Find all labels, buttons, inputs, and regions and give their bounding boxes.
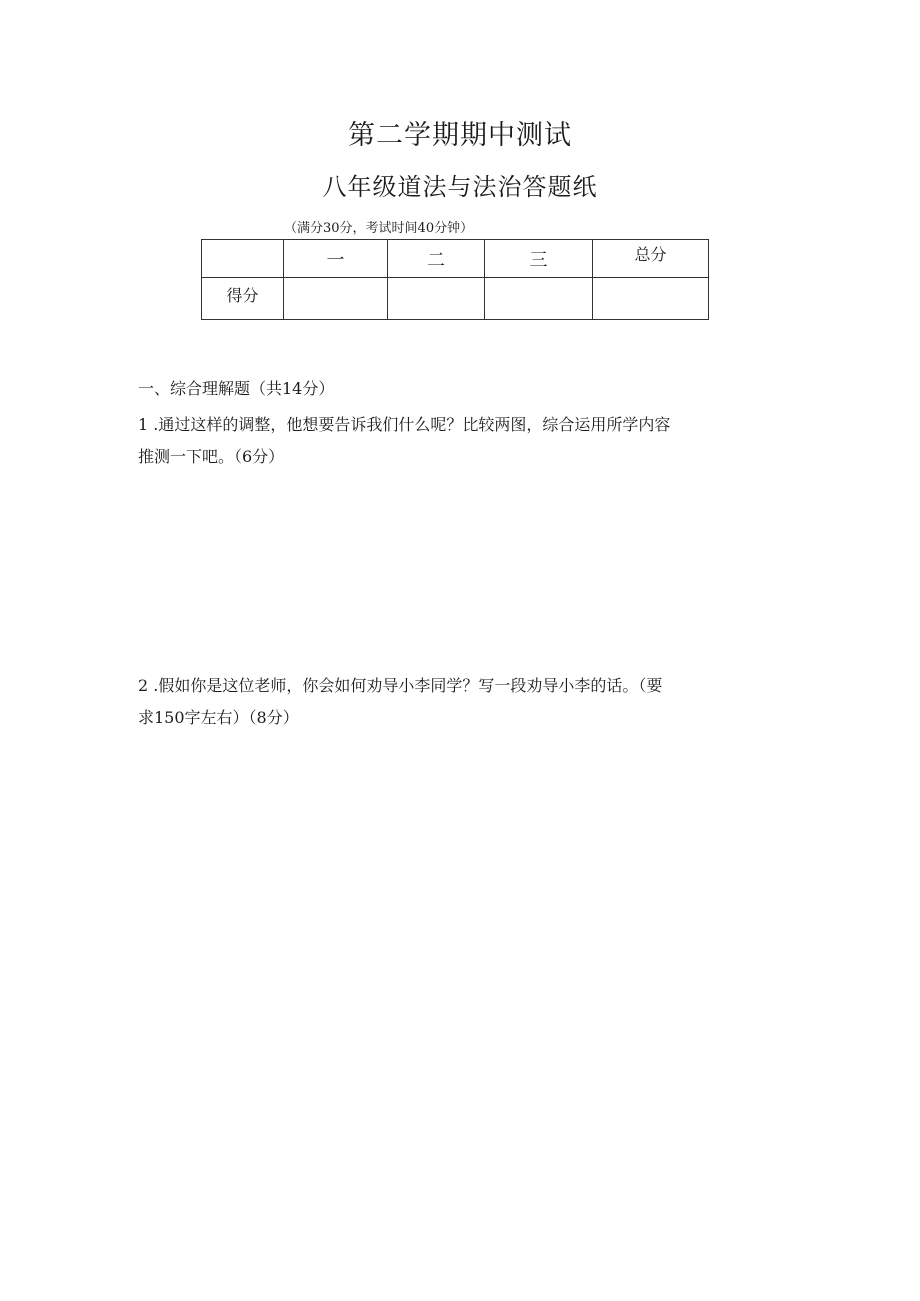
- question-1: [138, 409, 778, 473]
- header-label: 总分: [634, 245, 667, 264]
- question-line: 推测一下吧。（6分）: [138, 447, 285, 466]
- score-table-corner-cell: [202, 240, 284, 278]
- score-cell-total: [593, 278, 709, 320]
- score-table-score-row: [202, 278, 709, 320]
- exam-note: （满分30分，考试时间40分钟）: [284, 221, 474, 236]
- question-line: 1 .通过这样的调整，他想要告诉我们什么呢？比较两图，综合运用所学内容: [138, 415, 671, 434]
- score-table-header-1: [284, 240, 388, 278]
- page-subtitle: 八年级道法与法治答题纸: [322, 173, 598, 201]
- score-table-header-3: [485, 240, 593, 278]
- page-title: 第二学期期中测试: [348, 120, 572, 151]
- score-table-header-2: [388, 240, 485, 278]
- header-label: 一: [326, 250, 345, 271]
- header-label: 二: [427, 250, 445, 271]
- section-heading: 一、综合理解题（共14分）: [138, 379, 335, 398]
- score-table-header-total: [593, 240, 709, 278]
- score-cell-1: [284, 278, 388, 320]
- question-2: [138, 670, 778, 734]
- score-row-label-cell: [202, 278, 284, 320]
- score-table-header-row: [202, 240, 709, 278]
- question-line: 求150字左右）（8分）: [138, 708, 299, 727]
- score-cell-2: [388, 278, 485, 320]
- header-label: 三: [529, 250, 548, 271]
- score-row-label: 得分: [226, 286, 259, 305]
- score-cell-3: [485, 278, 593, 320]
- score-table: [201, 239, 709, 320]
- question-line: 2 .假如你是这位老师，你会如何劝导小李同学？写一段劝导小李的话。（要: [138, 676, 663, 695]
